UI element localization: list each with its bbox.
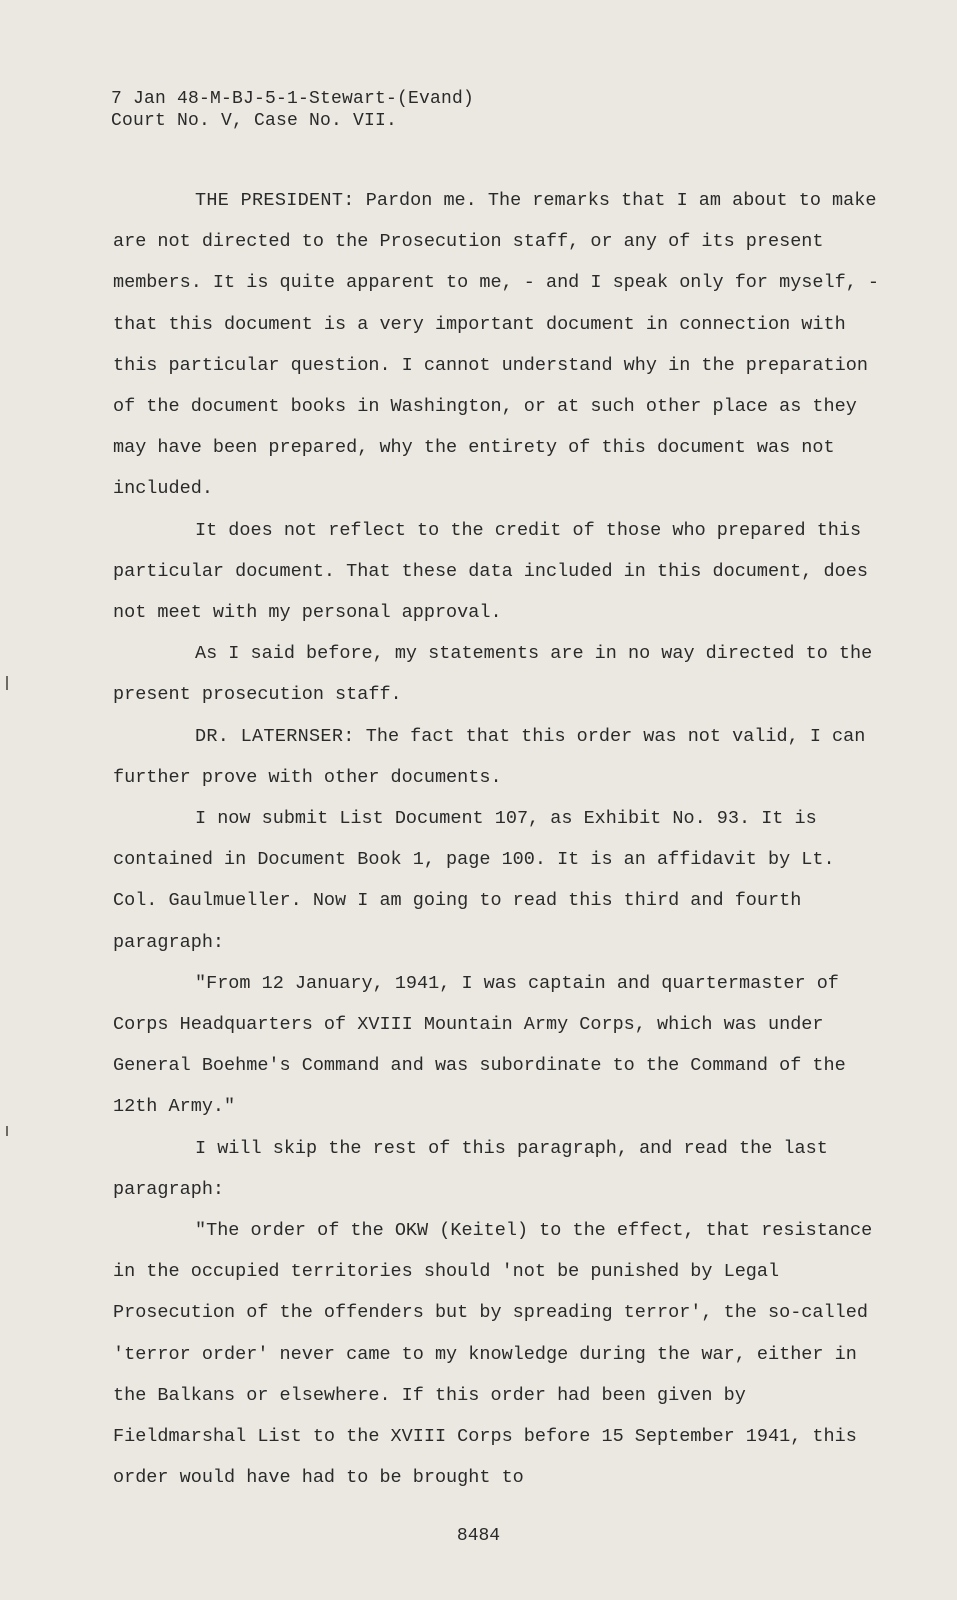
- paragraph-text: It does not reflect to the credit of those who prepared this particular document. That these data included in this document, does not meet with my personal approval.: [113, 519, 868, 624]
- paragraph-credit: [113, 510, 883, 634]
- page-number: 8484: [456, 1526, 501, 1546]
- header-court-line: Court No. V, Case No. VII.: [111, 111, 398, 131]
- paragraph-text: Pardon me. The remarks that I am about to make are not directed to the Prosecution staff, or any of its present members. It is quite apparent to me, - and I speak only for myself, - that this document is a very important document in connection with this particular question. I cannot understand why in the preparation of the document books in Washington, or at such other place as they may have been prepared, why the entirety of this document was not included.: [113, 190, 880, 500]
- paragraph-skip-note: [113, 1128, 883, 1210]
- speaker-label: THE PRESIDENT:: [195, 190, 355, 211]
- paragraph-laternser: [113, 716, 883, 798]
- paragraph-text: "From 12 January, 1941, I was captain and quartermaster of Corps Headquarters of XVIII Mountain Army Corps, which was under General Boehme's Command and was subordinate to the Command of the 12th Army.": [113, 972, 846, 1118]
- paragraph-exhibit-submission: [113, 798, 883, 963]
- transcript-body: [113, 180, 883, 1499]
- paragraph-text: I will skip the rest of this paragraph, and read the last paragraph:: [113, 1137, 828, 1200]
- speaker-label: DR. LATERNSER:: [195, 725, 355, 747]
- margin-mark: [6, 676, 8, 690]
- paragraph-affidavit-quote-2: [113, 1210, 883, 1498]
- margin-mark: [6, 1126, 8, 1136]
- document-header: [111, 88, 474, 132]
- paragraph-text: The fact that this order was not valid, I can further prove with other documents.: [113, 725, 866, 788]
- paragraph-president-remarks: [113, 180, 883, 510]
- paragraph-text: As I said before, my statements are in no way directed to the present prosecution staff.: [113, 643, 873, 706]
- paragraph-text: "The order of the OKW (Keitel) to the effect, that resistance in the occupied territories should 'not be punished by Legal Prosecution of the offenders but by spreading terror', the so-called 'terror order' never came to my knowledge during the war, either in the Balkans or elsewhere. If this order had been given by Fieldmarshal List to the XVIII Corps before 15 September 1941, this order would have had to be brought to: [113, 1220, 873, 1489]
- paragraph-affidavit-quote-1: [113, 963, 883, 1128]
- header-reference-line: 7 Jan 48-M-BJ-5-1-Stewart-(Evand): [111, 89, 475, 109]
- paragraph-as-said-before: [113, 633, 883, 715]
- paragraph-text: I now submit List Document 107, as Exhibit No. 93. It is contained in Document Book 1, page 100. It is an affidavit by Lt. Col. Gaulmueller. Now I am going to read this third and fourth paragraph:: [113, 808, 835, 953]
